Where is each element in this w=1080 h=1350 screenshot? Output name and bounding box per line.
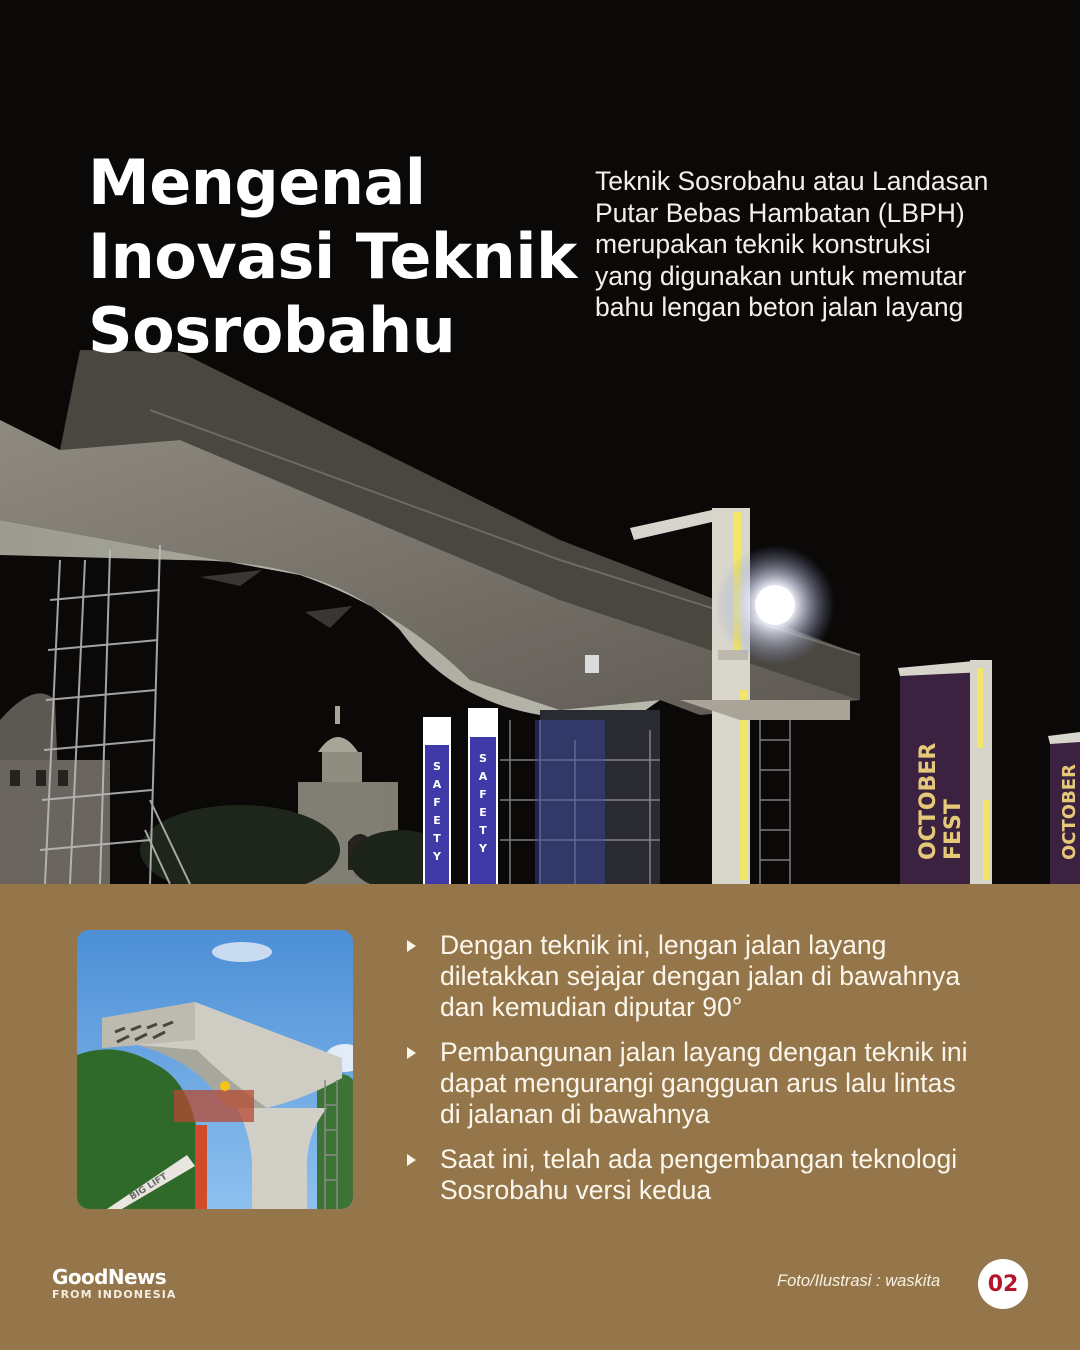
svg-text:F: F xyxy=(479,788,487,801)
page-number-badge: 02 xyxy=(978,1259,1028,1309)
intro-line: Putar Bebas Hambatan (LBPH) xyxy=(595,197,965,228)
intro-line: yang digunakan untuk memutar xyxy=(595,260,967,291)
bullet-line: Sosrobahu versi kedua xyxy=(440,1175,712,1205)
bullet-line: dapat mengurangi gangguan arus lalu lintas xyxy=(440,1068,956,1098)
photo-credit: Foto/Ilustrasi : waskita xyxy=(777,1272,941,1290)
svg-text:Y: Y xyxy=(479,842,487,855)
pier-head-daytime-image xyxy=(77,930,353,1209)
bullet-line: Dengan teknik ini, lengan jalan layang xyxy=(440,930,887,960)
intro-paragraph xyxy=(595,166,995,324)
safety-banner-left xyxy=(423,717,451,884)
svg-text:S: S xyxy=(479,752,487,765)
bullet-line: Saat ini, telah ada pengembangan teknologi xyxy=(440,1144,958,1174)
thumbnail-photo xyxy=(77,930,353,1209)
bullet-item xyxy=(404,1144,1024,1206)
bullet-line: di jalanan di bawahnya xyxy=(440,1099,710,1129)
mosque-left xyxy=(0,693,110,884)
svg-text:A: A xyxy=(432,778,442,791)
bullet-item xyxy=(404,1037,1024,1130)
logo-subtitle: FROM INDONESIA xyxy=(52,1288,177,1301)
svg-text:Y: Y xyxy=(433,850,441,863)
intro-line: Teknik Sosrobahu atau Landasan xyxy=(595,166,989,196)
logo-brand: GoodNews xyxy=(52,1265,167,1289)
bullet-triangle-icon xyxy=(407,1047,416,1059)
intro-line: bahu lengan beton jalan layang xyxy=(595,292,964,322)
bullet-triangle-icon xyxy=(407,1154,416,1166)
svg-text:E: E xyxy=(479,806,487,819)
svg-text:OCTOBER: OCTOBER xyxy=(1059,764,1080,860)
title-line: Mengenal xyxy=(88,146,426,219)
svg-text:T: T xyxy=(433,832,441,845)
page-title xyxy=(88,146,577,368)
svg-text:T: T xyxy=(479,824,487,837)
safety-banner-right xyxy=(468,708,498,884)
title-line: Inovasi Teknik xyxy=(88,220,577,293)
bullet-line: diletakkan sejajar dengan jalan di bawahnya xyxy=(440,961,961,991)
svg-text:E: E xyxy=(433,814,441,827)
bullet-triangle-icon xyxy=(407,940,416,952)
svg-text:OCTOBER: OCTOBER xyxy=(916,742,941,860)
octoberfest-pillar-far xyxy=(1048,732,1080,884)
intro-line: merupakan teknik konstruksi xyxy=(595,229,931,259)
svg-text:FEST: FEST xyxy=(941,799,966,860)
lift-label: BIG LIFT xyxy=(128,1171,170,1203)
svg-text:F: F xyxy=(433,796,441,809)
goodnews-logo xyxy=(52,1266,177,1302)
octoberfest-pillar xyxy=(898,660,992,884)
svg-text:S: S xyxy=(433,760,441,773)
bullet-item xyxy=(404,930,1024,1023)
bullet-line: Pembangunan jalan layang dengan teknik ini xyxy=(440,1037,968,1067)
title-line: Sosrobahu xyxy=(88,294,456,367)
bullet-line: dan kemudian diputar 90° xyxy=(440,992,743,1022)
svg-text:A: A xyxy=(478,770,488,783)
bullet-list xyxy=(404,930,1024,1220)
